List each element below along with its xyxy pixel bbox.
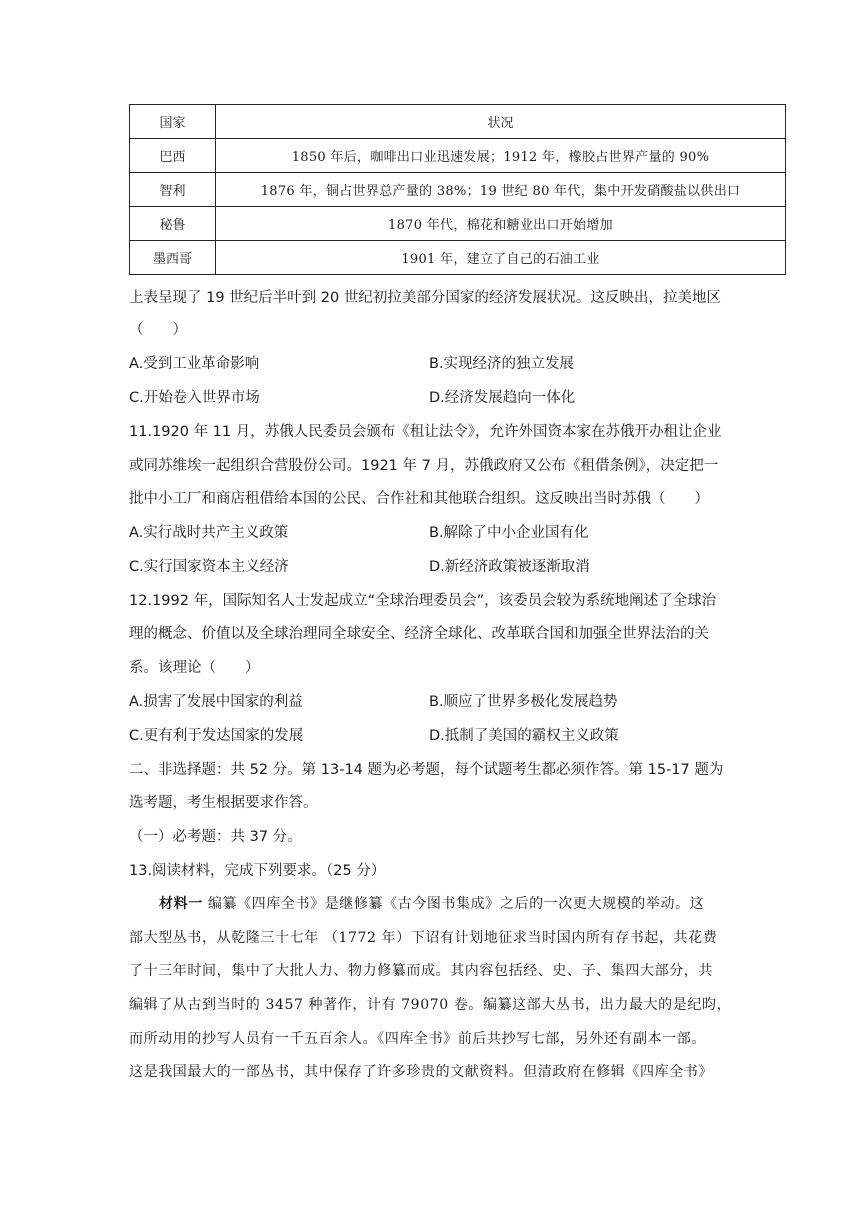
q10-option-c: C.开始卷入世界市场 <box>129 390 260 406</box>
q12-option-c: C.更有利于发达国家的发展 <box>129 728 304 744</box>
q12-stem-line: 12.1992 年，国际知名人士发起成立“全球治理委员会”，该委员会较为系统地阐述了全球治 <box>129 593 717 609</box>
economy-table <box>129 104 786 275</box>
q10-stem-line: 上表呈现了 19 世纪后半叶到 20 世纪初拉美部分国家的经济发展状况。这反映出，拉美地区 <box>129 290 721 306</box>
table-cell-country: 巴西 <box>130 139 216 173</box>
q13-material-line <box>159 893 704 913</box>
q10-stem-blank: （ ） <box>129 322 187 338</box>
table-cell-country: 秘鲁 <box>130 207 216 241</box>
table-header-cell: 国家 <box>130 105 216 139</box>
section-subheading: （一）必考题：共 37 分。 <box>129 829 302 845</box>
q12-stem-line: 理的概念、价值以及全球治理同全球安全、经济全球化、改革联合国和加强全世界法治的关 <box>129 626 709 642</box>
section-heading: 二、非选择题：共 52 分。第 13-14 题为必考题，每个试题考生都必须作答。第 15-17 题为 <box>129 762 724 778</box>
q10-option-a: A.受到工业革命影响 <box>129 356 260 372</box>
q11-option-b: B.解除了中小企业国有化 <box>429 525 589 541</box>
q11-option-a: A.实行战时共产主义政策 <box>129 525 289 541</box>
q12-option-a: A.损害了发展中国家的利益 <box>129 694 303 710</box>
q12-stem-line: 系。该理论（ ） <box>129 660 260 676</box>
table-row <box>130 139 786 173</box>
table-row <box>130 173 786 207</box>
material-text: 编纂《四库全书》是继修纂《古今图书集成》之后的一次更大规模的举动。这 <box>207 896 705 912</box>
table-cell-country: 智利 <box>130 173 216 207</box>
q13-material-line: 了十三年时间，集中了大批人力、物力修纂而成。其内容包括经、史、子、集四大部分，共 <box>129 963 713 979</box>
section-heading: 选考题，考生根据要求作答。 <box>129 795 318 811</box>
q13-title: 13.阅读材料，完成下列要求。（25 分） <box>129 863 386 879</box>
table-row <box>130 207 786 241</box>
table-cell-country: 墨西哥 <box>130 241 216 275</box>
q13-material-line: 这是我国最大的一部丛书，其中保存了许多珍贵的文献资料。但清政府在修辑《四库全书》 <box>129 1064 713 1080</box>
q11-stem-line: 11.1920 年 11 月，苏俄人民委员会颁布《租让法令》，允许外国资本家在苏俄开办租让企业 <box>129 424 722 440</box>
table-header-cell: 状况 <box>216 105 786 139</box>
table-cell-status: 1876 年，铜占世界总产量的 38%；19 世纪 80 年代，集中开发硝酸盐以供出口 <box>216 173 786 207</box>
table-cell-status: 1870 年代，棉花和糖业出口开始增加 <box>216 207 786 241</box>
q11-option-d: D.新经济政策被逐渐取消 <box>429 559 590 575</box>
q12-option-d: D.抵制了美国的霸权主义政策 <box>429 728 619 744</box>
q13-material-line: 而所动用的抄写人员有一千五百余人。《四库全书》前后共抄写七部，另外还有副本一部。 <box>129 1031 706 1047</box>
table-cell-status: 1850 年后，咖啡出口业迅速发展；1912 年，橡胶占世界产量的 90% <box>216 139 786 173</box>
q12-option-b: B.顺应了世界多极化发展趋势 <box>429 694 618 710</box>
q11-stem-line: 或同苏维埃一起组织合营股份公司。1921 年 7 月，苏俄政府又公布《租借条例》，决定把一 <box>129 458 719 474</box>
material-label: 材料一 <box>159 896 203 912</box>
table-cell-status: 1901 年，建立了自己的石油工业 <box>216 241 786 275</box>
q10-option-b: B.实现经济的独立发展 <box>429 356 575 372</box>
q10-option-d: D.经济发展趋向一体化 <box>429 390 576 406</box>
q11-stem-line: 批中小工厂和商店租借给本国的公民、合作社和其他联合组织。这反映出当时苏俄（ ） <box>129 491 709 507</box>
q13-material-line: 编辑了从古到当时的 3457 种著作，计有 79070 卷。编纂这部大丛书，出力最大的是纪昀， <box>129 997 732 1013</box>
q13-material-line: 部大型丛书，从乾隆三十七年 （1772 年）下诏有计划地征求当时国内所有存书起，共花费 <box>129 930 718 946</box>
table-header-row <box>130 105 786 139</box>
table-row <box>130 241 786 275</box>
q11-option-c: C.实行国家资本主义经济 <box>129 559 289 575</box>
